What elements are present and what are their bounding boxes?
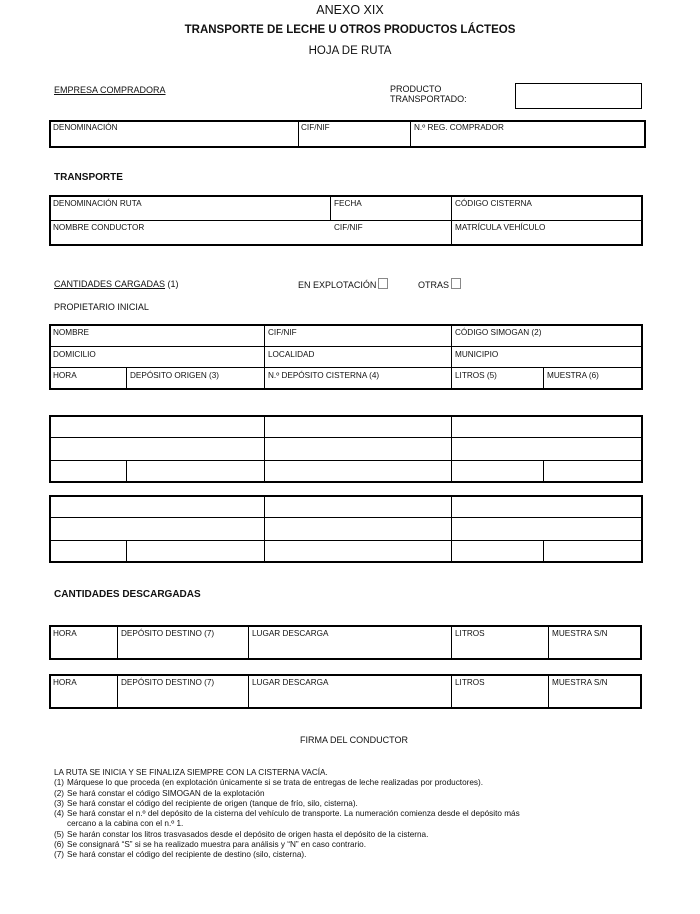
product-label-line1: PRODUCTO xyxy=(390,84,442,94)
farm-checkbox[interactable] xyxy=(378,278,388,289)
farm-option-label: EN EXPLOTACIÓN xyxy=(298,280,377,290)
divider xyxy=(451,325,452,389)
divider xyxy=(50,367,642,368)
simogan-field[interactable]: CÓDIGO SIMOGAN (2) xyxy=(455,328,542,337)
driver-cif-field[interactable]: CIF/NIF xyxy=(334,223,363,232)
time-field[interactable]: HORA xyxy=(53,371,77,380)
loaded-note-ref: (1) xyxy=(167,279,179,289)
footnote-item xyxy=(54,809,674,819)
footnote-number: (4) xyxy=(54,809,65,819)
footnote-text: Se hará constar el n.º del depósito de la cisterna del vehículo de transporte. La numeración comienza desde el depósito más xyxy=(67,809,520,819)
divider xyxy=(264,325,265,389)
sample-field[interactable]: MUESTRA (6) xyxy=(547,371,599,380)
buyer-name-field[interactable]: DENOMINACIÓN xyxy=(53,123,118,132)
footnote-number: (3) xyxy=(54,798,65,808)
loaded-section-title: CANTIDADES CARGADAS xyxy=(54,279,166,289)
product-input[interactable] xyxy=(515,83,642,109)
divider xyxy=(50,460,642,461)
divider xyxy=(50,220,642,221)
unload-sample-field[interactable]: MUESTRA S/N xyxy=(552,678,608,687)
footnote-item xyxy=(54,789,674,799)
document-title: TRANSPORTE DE LECHE U OTROS PRODUCTOS LÁCTEOS xyxy=(184,24,516,36)
footnotes xyxy=(54,768,674,861)
divider xyxy=(117,626,118,659)
dest-tank-field[interactable]: DEPÓSITO DESTINO (7) xyxy=(121,678,215,687)
unload-sample-field[interactable]: MUESTRA S/N xyxy=(552,629,608,638)
owner-cif-field[interactable]: CIF/NIF xyxy=(268,328,297,337)
unload-place-field[interactable]: LUGAR DESCARGA xyxy=(252,629,329,638)
owner-name-field[interactable]: NOMBRE xyxy=(53,328,89,337)
unload-time-field[interactable]: HORA xyxy=(53,629,77,638)
footnote-item xyxy=(54,840,674,850)
product-label-line2: TRANSPORTADO: xyxy=(390,94,467,104)
unloaded-section-label: CANTIDADES DESCARGADAS xyxy=(54,589,201,600)
divider xyxy=(248,675,249,708)
other-checkbox[interactable] xyxy=(451,278,461,289)
address-field[interactable]: DOMICILIO xyxy=(53,350,96,359)
footnote-continuation: cercano a la cabina con el n.º 1. xyxy=(67,819,184,829)
footnote-text: Se consignará “S” si se ha realizado muestra para análisis y “N” en caso contrario. xyxy=(67,840,366,850)
date-field[interactable]: FECHA xyxy=(334,199,362,208)
footnote-text: Se hará constar el código del recipiente de origen (tanque de frío, silo, cisterna). xyxy=(67,798,358,808)
footnote-number: (5) xyxy=(54,829,65,839)
footnote-number: (2) xyxy=(54,788,65,798)
plate-field[interactable]: MATRÍCULA VEHÍCULO xyxy=(455,223,546,232)
notes-intro: LA RUTA SE INICIA Y SE FINALIZA SIEMPRE CON LA CISTERNA VACÍA. xyxy=(54,768,328,777)
divider xyxy=(117,675,118,708)
divider xyxy=(264,416,265,482)
footnote-number: (7) xyxy=(54,850,65,860)
annex-title: ANEXO XIX xyxy=(316,3,384,17)
route-name-field[interactable]: DENOMINACIÓN RUTA xyxy=(53,199,142,208)
footnote-item xyxy=(54,850,674,860)
unload-time-field[interactable]: HORA xyxy=(53,678,77,687)
divider xyxy=(548,675,549,708)
divider xyxy=(330,196,331,220)
footnote-item xyxy=(54,799,674,809)
owner-table xyxy=(49,324,643,390)
farm-option[interactable] xyxy=(298,278,388,290)
owner-table-blank[interactable] xyxy=(49,415,643,483)
owner-label: PROPIETARIO INICIAL xyxy=(54,302,149,312)
footnote-number: (6) xyxy=(54,840,65,850)
footnote-text: Se harán constar los litros trasvasados desde el depósito de origen hasta el depósito de la cisterna. xyxy=(67,829,429,839)
divider xyxy=(50,517,642,518)
loaded-section-label xyxy=(54,279,179,289)
other-option-label: OTRAS xyxy=(418,280,450,290)
buyer-cif-field[interactable]: CIF/NIF xyxy=(301,123,330,132)
locality-field[interactable]: LOCALIDAD xyxy=(268,350,315,359)
footnote-item xyxy=(54,830,674,840)
divider xyxy=(50,346,642,347)
other-option[interactable] xyxy=(418,278,461,290)
divider xyxy=(451,675,452,708)
tank-number-field[interactable]: N.º DEPÓSITO CISTERNA (4) xyxy=(268,371,380,380)
municipality-field[interactable]: MUNICIPIO xyxy=(455,350,499,359)
divider xyxy=(126,541,127,562)
divider xyxy=(264,496,265,562)
divider xyxy=(451,196,452,245)
unload-place-field[interactable]: LUGAR DESCARGA xyxy=(252,678,329,687)
footnote-text: Márquese lo que proceda (en explotación únicamente si se trata de entregas de leche realizadas por productores). xyxy=(67,778,483,788)
divider xyxy=(298,121,299,147)
footnote-text: Se hará constar el código del recipiente de destino (silo, cisterna). xyxy=(67,850,307,860)
footnote-text: Se hará constar el código SIMOGAN de la explotación xyxy=(67,788,265,798)
divider xyxy=(50,437,642,438)
divider xyxy=(50,540,642,541)
footnote-item xyxy=(54,778,674,788)
signature-label[interactable]: FIRMA DEL CONDUCTOR xyxy=(300,735,409,745)
document-subtitle: HOJA DE RUTA xyxy=(308,45,392,57)
origin-tank-field[interactable]: DEPÓSITO ORIGEN (3) xyxy=(130,371,220,380)
buyer-reg-field[interactable]: N.º REG. COMPRADOR xyxy=(414,123,504,132)
owner-table-blank[interactable] xyxy=(49,495,643,563)
dest-tank-field[interactable]: DEPÓSITO DESTINO (7) xyxy=(121,629,215,638)
divider xyxy=(543,461,544,482)
footnote-number: (1) xyxy=(54,778,65,788)
transport-section-label: TRANSPORTE xyxy=(54,172,123,183)
divider xyxy=(543,368,544,389)
liters-field[interactable]: LITROS (5) xyxy=(455,371,497,380)
unload-liters-field[interactable]: LITROS xyxy=(455,629,485,638)
divider xyxy=(410,121,411,147)
unload-liters-field[interactable]: LITROS xyxy=(455,678,485,687)
tank-code-field[interactable]: CÓDIGO CISTERNA xyxy=(455,199,532,208)
product-label xyxy=(390,84,467,104)
buyer-section-label: EMPRESA COMPRADORA xyxy=(54,85,166,95)
divider xyxy=(248,626,249,659)
divider xyxy=(543,541,544,562)
divider xyxy=(451,416,452,482)
divider xyxy=(126,368,127,389)
divider xyxy=(126,461,127,482)
divider xyxy=(548,626,549,659)
driver-name-field[interactable]: NOMBRE CONDUCTOR xyxy=(53,223,145,232)
divider xyxy=(451,496,452,562)
divider xyxy=(451,626,452,659)
buyer-table xyxy=(49,120,646,148)
